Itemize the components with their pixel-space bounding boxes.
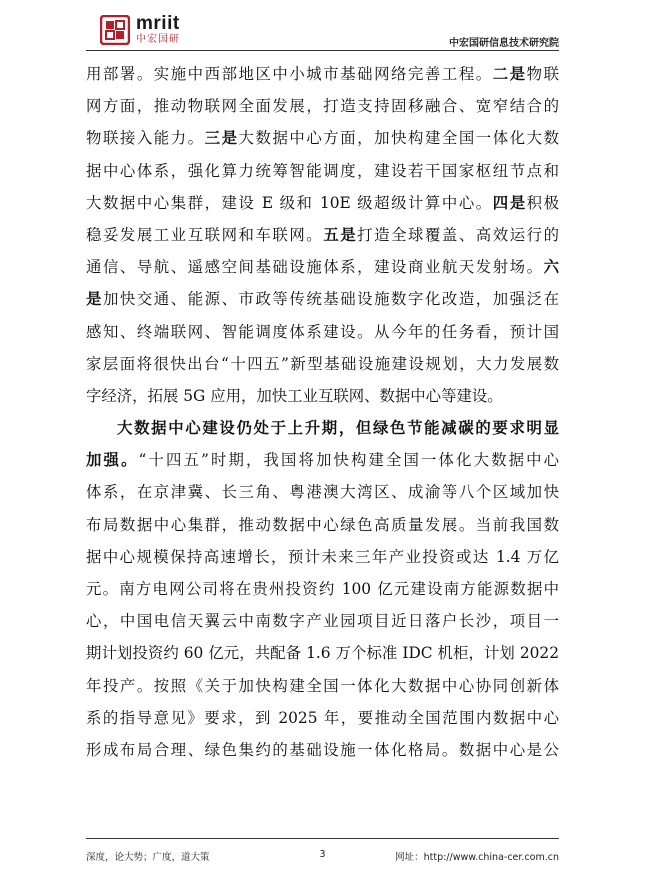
text-span: 稳妥发展工业互联网和车联网。 bbox=[86, 225, 324, 244]
bold-text: 大数据中心建设仍处于上升期，但绿色节能减碳的要求明显 bbox=[117, 419, 559, 438]
bold-text: 三是 bbox=[204, 129, 239, 148]
bold-text: 二是 bbox=[492, 65, 527, 83]
text-span: 据中心体系，强化算力统筹智能调度，建设若干国家枢纽节点和 bbox=[86, 161, 559, 180]
text-span: 心，中国电信天翼云中南数字产业园项目近日落户长沙，项目一 bbox=[86, 612, 559, 631]
logo-mark-icon bbox=[100, 15, 130, 45]
text-line bbox=[86, 605, 559, 637]
text-line bbox=[86, 734, 559, 766]
text-span: 通信、导航、遥感空间基础设施体系，建设商业航天发射场。 bbox=[86, 258, 544, 277]
text-span: 大数据中心集群，建设 E 级和 10E 级超级计算中心。 bbox=[86, 193, 493, 212]
footer-slogan: 深度，论大势；广度，道大策 bbox=[86, 852, 210, 863]
text-span: 据中心规模保持高速增长，预计未来三年产业投资或达 1.4 万亿 bbox=[86, 547, 559, 566]
text-line bbox=[86, 541, 559, 573]
text-span: 体系，在京津冀、长三角、粤港澳大湾区、成渝等八个区域加快 bbox=[86, 483, 559, 502]
page-footer bbox=[86, 838, 559, 862]
text-span: 家层面将很快出台“十四五”新型基础设施建设规划，大力发展数 bbox=[86, 354, 559, 373]
text-line bbox=[86, 348, 559, 380]
text-line bbox=[86, 412, 559, 444]
text-span: 年投产。按照《关于加快构建全国一体化大数据中心协同创新体 bbox=[86, 676, 559, 695]
page-number: 3 bbox=[319, 849, 326, 860]
text-span: 期计划投资约 60 亿元，共配备 1.6 万个标准 IDC 机柜，计划 2022 bbox=[86, 644, 559, 663]
logo-brand: mriit bbox=[136, 13, 180, 34]
text-span: 物联接入能力。 bbox=[86, 129, 205, 148]
text-span: 积极 bbox=[526, 193, 559, 212]
text-line bbox=[86, 444, 559, 476]
footer-website: 网址：http://www.china-cer.com.cn bbox=[395, 852, 559, 863]
text-line bbox=[86, 573, 559, 605]
document-body bbox=[86, 58, 559, 766]
text-span: 感知、终端联网、智能调度体系建设。从今年的任务看，预计国 bbox=[86, 322, 559, 341]
bold-text: 五是 bbox=[323, 225, 358, 244]
text-span: 大数据中心方面，加快构建全国一体化大数 bbox=[238, 129, 559, 148]
text-span: 布局数据中心集群，推动数据中心绿色高质量发展。当前我国数 bbox=[86, 515, 559, 534]
text-span: 形成布局合理、绿色集约的基础设施一体化格局。数据中心是公 bbox=[86, 740, 559, 759]
text-span: 用部署。实施中西部地区中小城市基础网络完善工程。 bbox=[86, 65, 493, 83]
bold-text: 六 bbox=[543, 258, 559, 277]
text-line bbox=[86, 283, 559, 315]
text-line bbox=[86, 670, 559, 702]
text-span: 元。南方电网公司将在贵州投资约 100 亿元建设南方能源数据中 bbox=[86, 580, 559, 598]
text-line bbox=[86, 155, 559, 187]
page-header bbox=[0, 0, 645, 58]
header-divider bbox=[86, 50, 559, 51]
text-line bbox=[86, 122, 559, 154]
text-span: 字经济，拓展 5G 应用，加快工业互联网、数据中心等建设。 bbox=[86, 386, 503, 405]
text-line bbox=[86, 219, 559, 251]
bold-text: 加强。 bbox=[86, 451, 139, 470]
text-line bbox=[86, 637, 559, 669]
text-span: 物联 bbox=[526, 65, 559, 83]
logo bbox=[100, 14, 180, 45]
text-span: 系的指导意见》要求，到 2025 年，要推动全国范围内数据中心 bbox=[86, 708, 559, 727]
text-span: 打造全球覆盖、高效运行的 bbox=[357, 225, 559, 244]
bold-text: 四是 bbox=[492, 193, 527, 212]
text-line bbox=[86, 251, 559, 283]
text-span: 加快交通、能源、市政等传统基础设施数字化改造，加强泛在 bbox=[102, 290, 559, 309]
institute-name: 中宏国研信息技术研究院 bbox=[449, 38, 559, 49]
text-line bbox=[86, 476, 559, 508]
footer-divider bbox=[86, 838, 559, 839]
text-line bbox=[86, 509, 559, 541]
text-span: “十四五”时期，我国将加快构建全国一体化大数据中心 bbox=[138, 451, 559, 470]
text-line bbox=[86, 58, 559, 90]
text-line bbox=[86, 316, 559, 348]
text-line bbox=[86, 380, 559, 412]
text-line bbox=[86, 187, 559, 219]
text-line bbox=[86, 90, 559, 122]
text-line bbox=[86, 702, 559, 734]
text-span: 网方面，推动物联网全面发展，打造支持固移融合、宽窄结合的 bbox=[86, 97, 559, 116]
bold-text: 是 bbox=[86, 290, 103, 309]
logo-subtitle: 中宏国研 bbox=[136, 34, 180, 45]
